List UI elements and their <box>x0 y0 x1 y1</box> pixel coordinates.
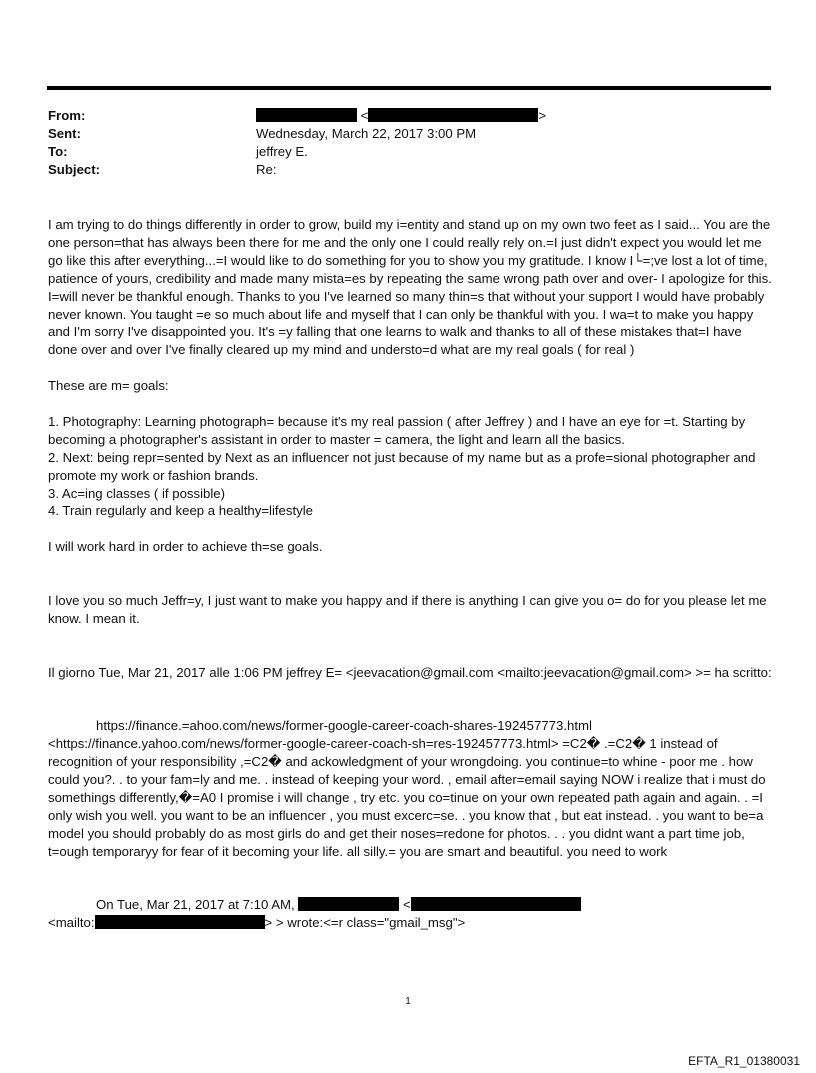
quoted-mailto-line <box>48 914 772 932</box>
goal-item-2: 2. Next: being repr=sented by Next as an influencer not just because of my name but as a profe=sional photographer and promote my work or fashion brands. <box>48 449 756 483</box>
paragraph-commitment: I will work hard in order to achieve th=se goals. <box>48 539 323 555</box>
quoted-date: On Tue, Mar 21, 2017 at 7:10 AM, <box>96 897 295 913</box>
subject-label: Subject: <box>48 162 101 177</box>
quoted-message: <https://finance.yahoo.com/news/former-google-career-coach-sh=res-192457773.html> =C2� .=C2� 1 instead of recognition of your responsibility ,=C2� and ackowledgment of your wrongdoing. you continue=to whine - poor me . how could you?. . to your fam=ly and me. . instead of keeping your word. , email after=email saying NOW i realize that i must do somethings differently,�=A0 I promise i will change , try etc. you co=tinue on your own repeated path again and again. . =I only wish you well. you want to be an influencer , you must excerc=se. . you know that , but eat instead. . you want to be=a model you should probably do as most girls do and get their noses=redone for photos. . . you didnt want a part time job, t=ough temporaryy for fear of it becoming your life. all silly.= you are smart and beautiful. you need to work <box>48 736 766 859</box>
header-rule <box>47 86 771 90</box>
bates-number: EFTA_R1_01380031 <box>688 1054 800 1068</box>
from-value <box>256 107 546 125</box>
quoted-reply-header-2 <box>48 896 772 914</box>
sent-label: Sent: <box>48 126 81 141</box>
to-label: To: <box>48 144 68 159</box>
redaction-block <box>298 897 399 911</box>
quoted-lt: < <box>403 897 411 913</box>
email-header <box>48 107 772 183</box>
paragraph-intro: I am trying to do things differently in order to grow, build my i=entity and stand up on my own two feet as I said... You are the one person=that has always been there for me and the only one I could really rely on.=I just didn't expect you would let me go like this after everything...=I would like to do something for you to show you my gratitude. I know I└=;ve lost a lot of time, patience of yours, credibility and made many mista=es by repeating the same wrong path over and over- I apologize for this. I=will never be thankful enough. Thanks to you I've learned so many thin=s that without your support I would have probably never known. You taught =e so much about life and myself that I can only be thankful with you. I wa=t to make you happy and I'm sorry I've disappointed you. It's =y falling that one learns to walk and thanks to all of these mistakes that=I have done over and over I've finally cleared up my mind and understo=d what are my real goals ( for real ) <box>48 217 772 358</box>
from-gt: > <box>538 108 547 123</box>
mailto-prefix: <mailto: <box>48 915 95 931</box>
from-lt: < <box>360 108 369 123</box>
mailto-suffix: > > wrote:<=r class="gmail_msg"> <box>264 915 466 931</box>
subject-value: Re: <box>256 162 277 177</box>
redaction-block <box>411 897 581 911</box>
email-body <box>48 216 772 932</box>
redaction-block <box>368 108 538 122</box>
goal-item-4: 4. Train regularly and keep a healthy=lifestyle <box>48 503 314 519</box>
goal-item-1: 1. Photography: Learning photograph= because it's my real passion ( after Jeffrey ) and I have an eye for =t. Starting by becoming a photographer's assistant in order to master = camera, the light and learn all the basics. <box>48 413 746 447</box>
redaction-block <box>95 915 265 929</box>
from-label: From: <box>48 108 86 123</box>
quoted-reply-header: Il giorno Tue, Mar 21, 2017 alle 1:06 PM jeffrey E= <jeevacation@gmail.com <mailto:jeevacation@gmail.com> >= ha scritto: <box>48 664 772 680</box>
redaction-block <box>256 108 357 122</box>
page-number: 1 <box>405 996 411 1007</box>
quoted-url: https://finance.=ahoo.com/news/former-google-career-coach-shares-192457773.html <box>96 718 592 734</box>
goal-item-3: 3. Ac=ing classes ( if possible) <box>48 485 226 501</box>
sent-value: Wednesday, March 22, 2017 3:00 PM <box>256 126 477 141</box>
paragraph-goals-heading: These are m= goals: <box>48 378 169 394</box>
to-value: jeffrey E. <box>256 144 308 159</box>
paragraph-love: I love you so much Jeffr=y, I just want to make you happy and if there is anything I can give you o= do for you please let me know. I mean it. <box>48 592 767 626</box>
